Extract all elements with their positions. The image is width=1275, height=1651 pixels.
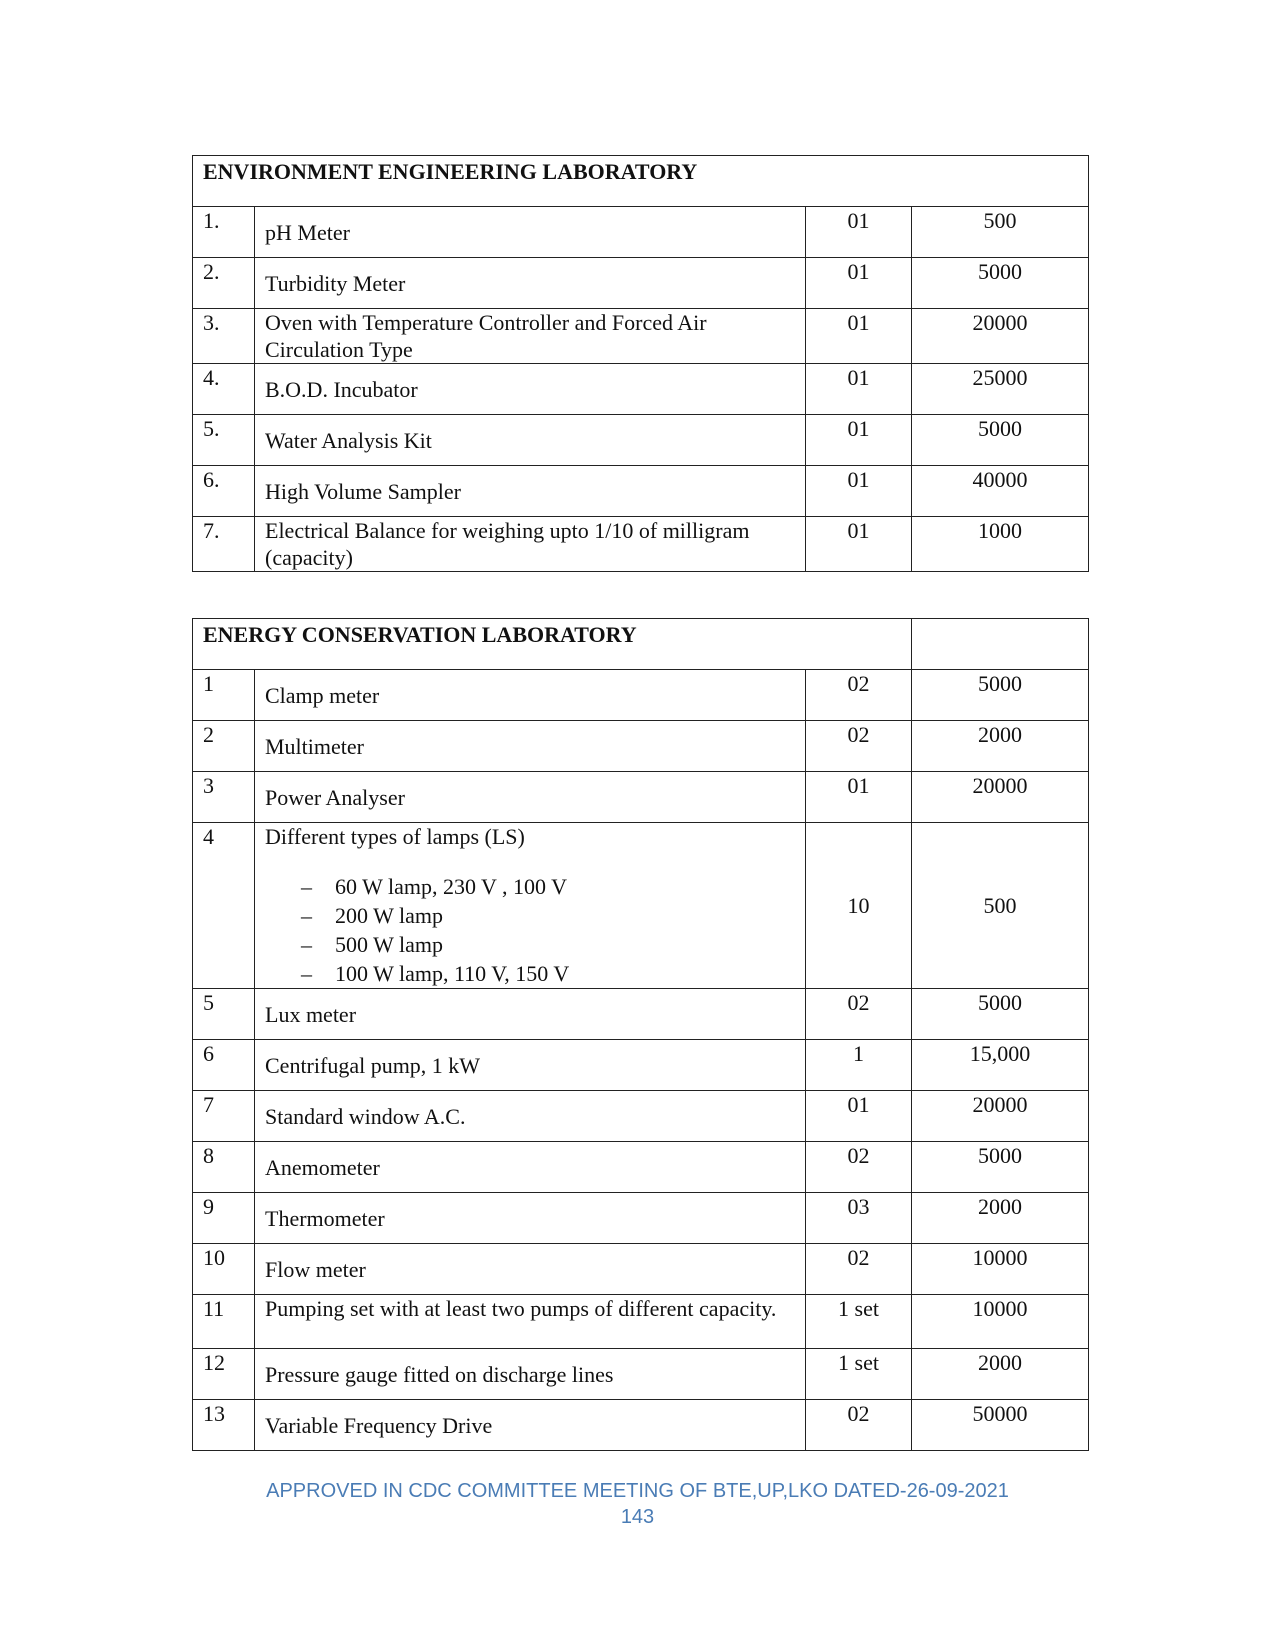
table-row: [193, 1040, 1089, 1091]
environment-lab-title: ENVIRONMENT ENGINEERING LABORATORY: [203, 159, 698, 184]
row-number: 5.: [203, 416, 220, 441]
item-cell: [255, 1295, 806, 1349]
item-cell: [255, 466, 806, 517]
row-number: 10: [203, 1245, 225, 1270]
table-row: [193, 772, 1089, 823]
cost-cell: [912, 1040, 1089, 1091]
sub-item: – 100 W lamp, 110 V, 150 V: [301, 959, 797, 988]
item-name: Anemometer: [265, 1155, 380, 1180]
quantity-cell: [806, 258, 912, 309]
quantity-cell: [806, 1193, 912, 1244]
item-name: Clamp meter: [265, 683, 380, 708]
item-name: B.O.D. Incubator: [265, 377, 418, 402]
quantity-cell: [806, 1295, 912, 1349]
cost-cell: [912, 989, 1089, 1040]
item-cell: [255, 823, 806, 989]
quantity-cell: [806, 721, 912, 772]
table-row: [193, 721, 1089, 772]
row-number: 2.: [203, 259, 220, 284]
quantity: 02: [847, 1245, 870, 1270]
quantity: 03: [847, 1194, 870, 1219]
item-name: Standard window A.C.: [265, 1104, 466, 1129]
row-number-cell: [193, 1244, 255, 1295]
quantity-cell: [806, 772, 912, 823]
item-cell: [255, 1091, 806, 1142]
table-row: [193, 415, 1089, 466]
cost: 40000: [972, 467, 1028, 492]
cost-cell: [912, 1091, 1089, 1142]
cost: 2000: [978, 1194, 1023, 1219]
quantity: 01: [847, 259, 870, 284]
cost: 5000: [978, 671, 1023, 696]
item-cell: [255, 207, 806, 258]
cost: 5000: [978, 416, 1022, 441]
quantity-cell: [806, 415, 912, 466]
cost: 5000: [978, 259, 1022, 284]
cost: 20000: [972, 1092, 1028, 1117]
item-cell: [255, 772, 806, 823]
row-number-cell: [193, 207, 255, 258]
sub-item: – 60 W lamp, 230 V , 100 V: [301, 872, 797, 901]
cost: 10000: [972, 1296, 1028, 1321]
cost: 15,000: [969, 1041, 1031, 1066]
row-number: 3: [203, 773, 214, 798]
item-cell: [255, 989, 806, 1040]
item-name: Different types of lamps (LS): [265, 824, 525, 849]
quantity: 01: [847, 365, 870, 390]
table-row: [193, 1400, 1089, 1451]
quantity-cell: [806, 1349, 912, 1400]
item-name: Centrifugal pump, 1 kW: [265, 1053, 481, 1078]
row-number-cell: [193, 517, 255, 572]
cost-cell: [912, 1142, 1089, 1193]
quantity: 02: [847, 671, 870, 696]
approval-footer: APPROVED IN CDC COMMITTEE MEETING OF BTE,UP,LKO DATED-26-09-2021: [266, 1480, 1009, 1502]
row-number: 6.: [203, 467, 220, 492]
quantity: 1: [853, 1041, 865, 1066]
item-cell: [255, 670, 806, 721]
item-name: Multimeter: [265, 734, 364, 759]
row-number: 6: [203, 1041, 214, 1066]
table-row: [193, 309, 1089, 364]
item-name: Turbidity Meter: [265, 271, 406, 296]
cost: 500: [983, 893, 1017, 918]
cost-cell: [912, 670, 1089, 721]
sub-item: – 200 W lamp: [301, 901, 797, 930]
item-name: Lux meter: [265, 1002, 357, 1027]
quantity-cell: [806, 989, 912, 1040]
quantity-cell: [806, 1400, 912, 1451]
quantity: 01: [847, 1092, 870, 1117]
quantity-cell: [806, 364, 912, 415]
cost-cell: [912, 823, 1089, 989]
row-number-cell: [193, 1295, 255, 1349]
row-number: 1.: [203, 208, 220, 233]
cost: 50000: [972, 1401, 1028, 1426]
row-number-cell: [193, 258, 255, 309]
cost-cell: [912, 415, 1089, 466]
item-name: Electrical Balance for weighing upto 1/10 of milligram (capacity): [265, 518, 750, 570]
row-number: 2: [203, 722, 214, 747]
item-cell: [255, 517, 806, 572]
row-number: 11: [203, 1296, 225, 1321]
row-number: 8: [203, 1143, 214, 1168]
energy-lab-title: ENERGY CONSERVATION LABORATORY: [203, 622, 637, 647]
cost: 5000: [978, 990, 1023, 1015]
row-number: 9: [203, 1194, 214, 1219]
quantity: 10: [847, 893, 870, 918]
sub-item: – 500 W lamp: [301, 930, 797, 959]
item-name: Power Analyser: [265, 785, 405, 810]
quantity: 02: [847, 1143, 870, 1168]
cost: 25000: [972, 365, 1028, 390]
table-row: [193, 258, 1089, 309]
item-cell: [255, 1193, 806, 1244]
table-row: [193, 1142, 1089, 1193]
item-name: Variable Frequency Drive: [265, 1413, 493, 1438]
cost: 20000: [972, 773, 1028, 798]
item-name: Pumping set with at least two pumps of different capacity.: [265, 1296, 777, 1321]
row-number-cell: [193, 823, 255, 989]
table-row: [193, 1244, 1089, 1295]
quantity-cell: [806, 670, 912, 721]
quantity: 1 set: [838, 1350, 879, 1375]
energy-lab-title-cell: [193, 619, 912, 670]
cost: 5000: [978, 1143, 1023, 1168]
cost: 1000: [978, 518, 1022, 543]
row-number: 1: [203, 671, 214, 696]
table-row: [193, 670, 1089, 721]
table-row: [193, 1295, 1089, 1349]
cost-cell: [912, 466, 1089, 517]
quantity: 01: [847, 518, 870, 543]
cost-cell: [912, 364, 1089, 415]
cost-cell: [912, 1400, 1089, 1451]
quantity-cell: [806, 1244, 912, 1295]
cost-cell: [912, 258, 1089, 309]
energy-lab-title-empty-cell: [912, 619, 1089, 670]
row-number: 4: [203, 824, 214, 849]
quantity-cell: [806, 1040, 912, 1091]
cost-cell: [912, 1349, 1089, 1400]
table-row: [193, 517, 1089, 572]
table-row: [193, 1091, 1089, 1142]
quantity: 02: [847, 722, 870, 747]
item-name: Water Analysis Kit: [265, 428, 432, 453]
cost-cell: [912, 207, 1089, 258]
row-number: 7.: [203, 518, 220, 543]
table-row: [193, 207, 1089, 258]
item-name: Thermometer: [265, 1206, 385, 1231]
row-number: 3.: [203, 310, 220, 335]
item-cell: [255, 1244, 806, 1295]
row-number-cell: [193, 670, 255, 721]
cost: 2000: [978, 722, 1023, 747]
cost: 10000: [972, 1245, 1028, 1270]
row-number-cell: [193, 1142, 255, 1193]
row-number: 13: [203, 1401, 225, 1426]
quantity-cell: [806, 1142, 912, 1193]
cost-cell: [912, 1295, 1089, 1349]
item-cell: [255, 415, 806, 466]
sub-item-list: [265, 872, 797, 988]
item-name: High Volume Sampler: [265, 479, 461, 504]
quantity: 02: [847, 990, 870, 1015]
row-number-cell: [193, 1193, 255, 1244]
item-cell: [255, 309, 806, 364]
item-cell: [255, 364, 806, 415]
item-name: Pressure gauge fitted on discharge lines: [265, 1362, 614, 1387]
row-number-cell: [193, 989, 255, 1040]
row-number-cell: [193, 1400, 255, 1451]
row-number-cell: [193, 772, 255, 823]
quantity: 01: [847, 208, 870, 233]
table-row: [193, 989, 1089, 1040]
table-row: [193, 1193, 1089, 1244]
item-cell: [255, 1349, 806, 1400]
table-row: [193, 823, 1089, 989]
row-number: 5: [203, 990, 214, 1015]
item-cell: [255, 258, 806, 309]
cost-cell: [912, 721, 1089, 772]
table-row: [193, 466, 1089, 517]
quantity: 1 set: [838, 1296, 879, 1321]
row-number-cell: [193, 309, 255, 364]
row-number: 12: [203, 1350, 225, 1375]
row-number-cell: [193, 466, 255, 517]
cost-cell: [912, 309, 1089, 364]
cost-cell: [912, 1244, 1089, 1295]
row-number: 4.: [203, 365, 220, 390]
item-cell: [255, 1142, 806, 1193]
environment-lab-table: [192, 155, 1089, 572]
quantity: 01: [847, 773, 870, 798]
cost: 500: [983, 208, 1017, 233]
cost: 20000: [972, 310, 1028, 335]
energy-lab-table: [192, 618, 1089, 1451]
table-row: [193, 364, 1089, 415]
item-name: Flow meter: [265, 1257, 366, 1282]
row-number-cell: [193, 415, 255, 466]
quantity-cell: [806, 466, 912, 517]
row-number-cell: [193, 1349, 255, 1400]
cost-cell: [912, 1193, 1089, 1244]
item-cell: [255, 1400, 806, 1451]
quantity: 02: [847, 1401, 870, 1426]
row-number-cell: [193, 721, 255, 772]
quantity-cell: [806, 309, 912, 364]
page-number: 143: [620, 1506, 655, 1528]
cost-cell: [912, 772, 1089, 823]
row-number-cell: [193, 364, 255, 415]
item-name: Oven with Temperature Controller and Forced Air Circulation Type: [265, 310, 707, 362]
item-cell: [255, 721, 806, 772]
row-number-cell: [193, 1091, 255, 1142]
quantity-cell: [806, 1091, 912, 1142]
quantity-cell: [806, 517, 912, 572]
environment-lab-title-cell: [193, 156, 1089, 207]
quantity: 01: [847, 310, 870, 335]
cost-cell: [912, 517, 1089, 572]
quantity: 01: [847, 416, 870, 441]
quantity-cell: [806, 823, 912, 989]
quantity: 01: [847, 467, 870, 492]
table-row: [193, 1349, 1089, 1400]
row-number: 7: [203, 1092, 214, 1117]
cost: 2000: [978, 1350, 1023, 1375]
item-name: pH Meter: [265, 220, 350, 245]
item-cell: [255, 1040, 806, 1091]
quantity-cell: [806, 207, 912, 258]
row-number-cell: [193, 1040, 255, 1091]
